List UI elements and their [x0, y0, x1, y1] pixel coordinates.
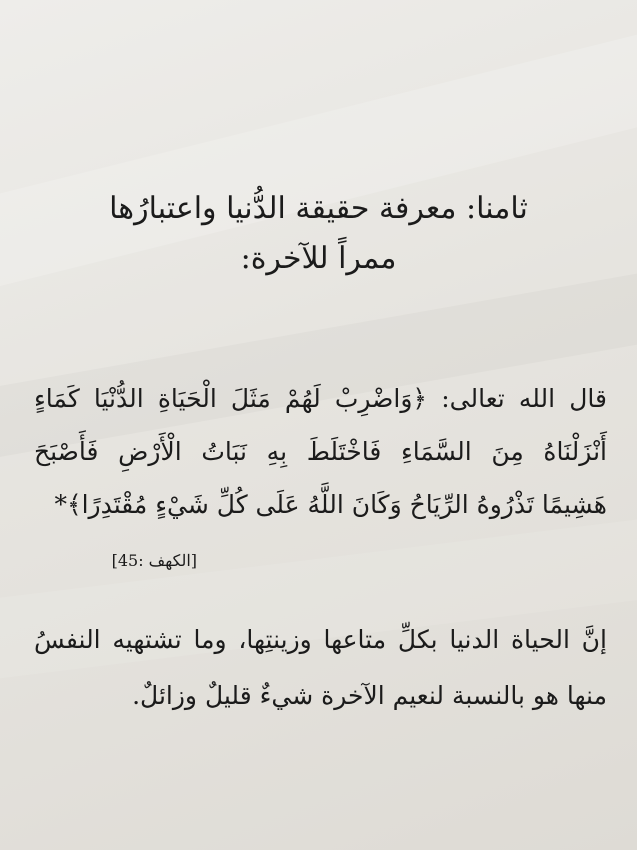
- verse-line: هَشِيمًا تَذْرُوهُ الرِّيَاحُ وَكَانَ اللَّهُ عَلَى كُلِّ شَيْءٍ مُقْتَدِرًا﴾*: [54, 490, 607, 519]
- heading-line: ممراً للآخرة:: [240, 241, 397, 276]
- verse-reference: [الكهف :45]: [111, 551, 197, 570]
- quran-verse: [34, 372, 607, 531]
- explanation-paragraph: [34, 612, 607, 724]
- verse-line: قال الله تعالى: ﴿وَاضْرِبْ لَهُمْ مَثَلَ الْحَيَاةِ الدُّنْيَا كَمَاءٍ: [34, 384, 607, 413]
- heading-line: ثامنا: معرفة حقيقة الدُّنيا واعتبارُها: [109, 191, 528, 226]
- paragraph-line: منها هو بالنسبة لنعيم الآخرة شيءٌ قليلٌ وزائلٌ.: [132, 681, 607, 710]
- verse-line: أَنْزَلْنَاهُ مِنَ السَّمَاءِ فَاخْتَلَطَ بِهِ نَبَاتُ الْأَرْضِ فَأَصْبَحَ: [34, 437, 607, 466]
- section-heading: [40, 184, 597, 284]
- paragraph-line: إنَّ الحياة الدنيا بكلِّ متاعها وزينتِها، وما تشتهيه النفسُ: [34, 625, 607, 654]
